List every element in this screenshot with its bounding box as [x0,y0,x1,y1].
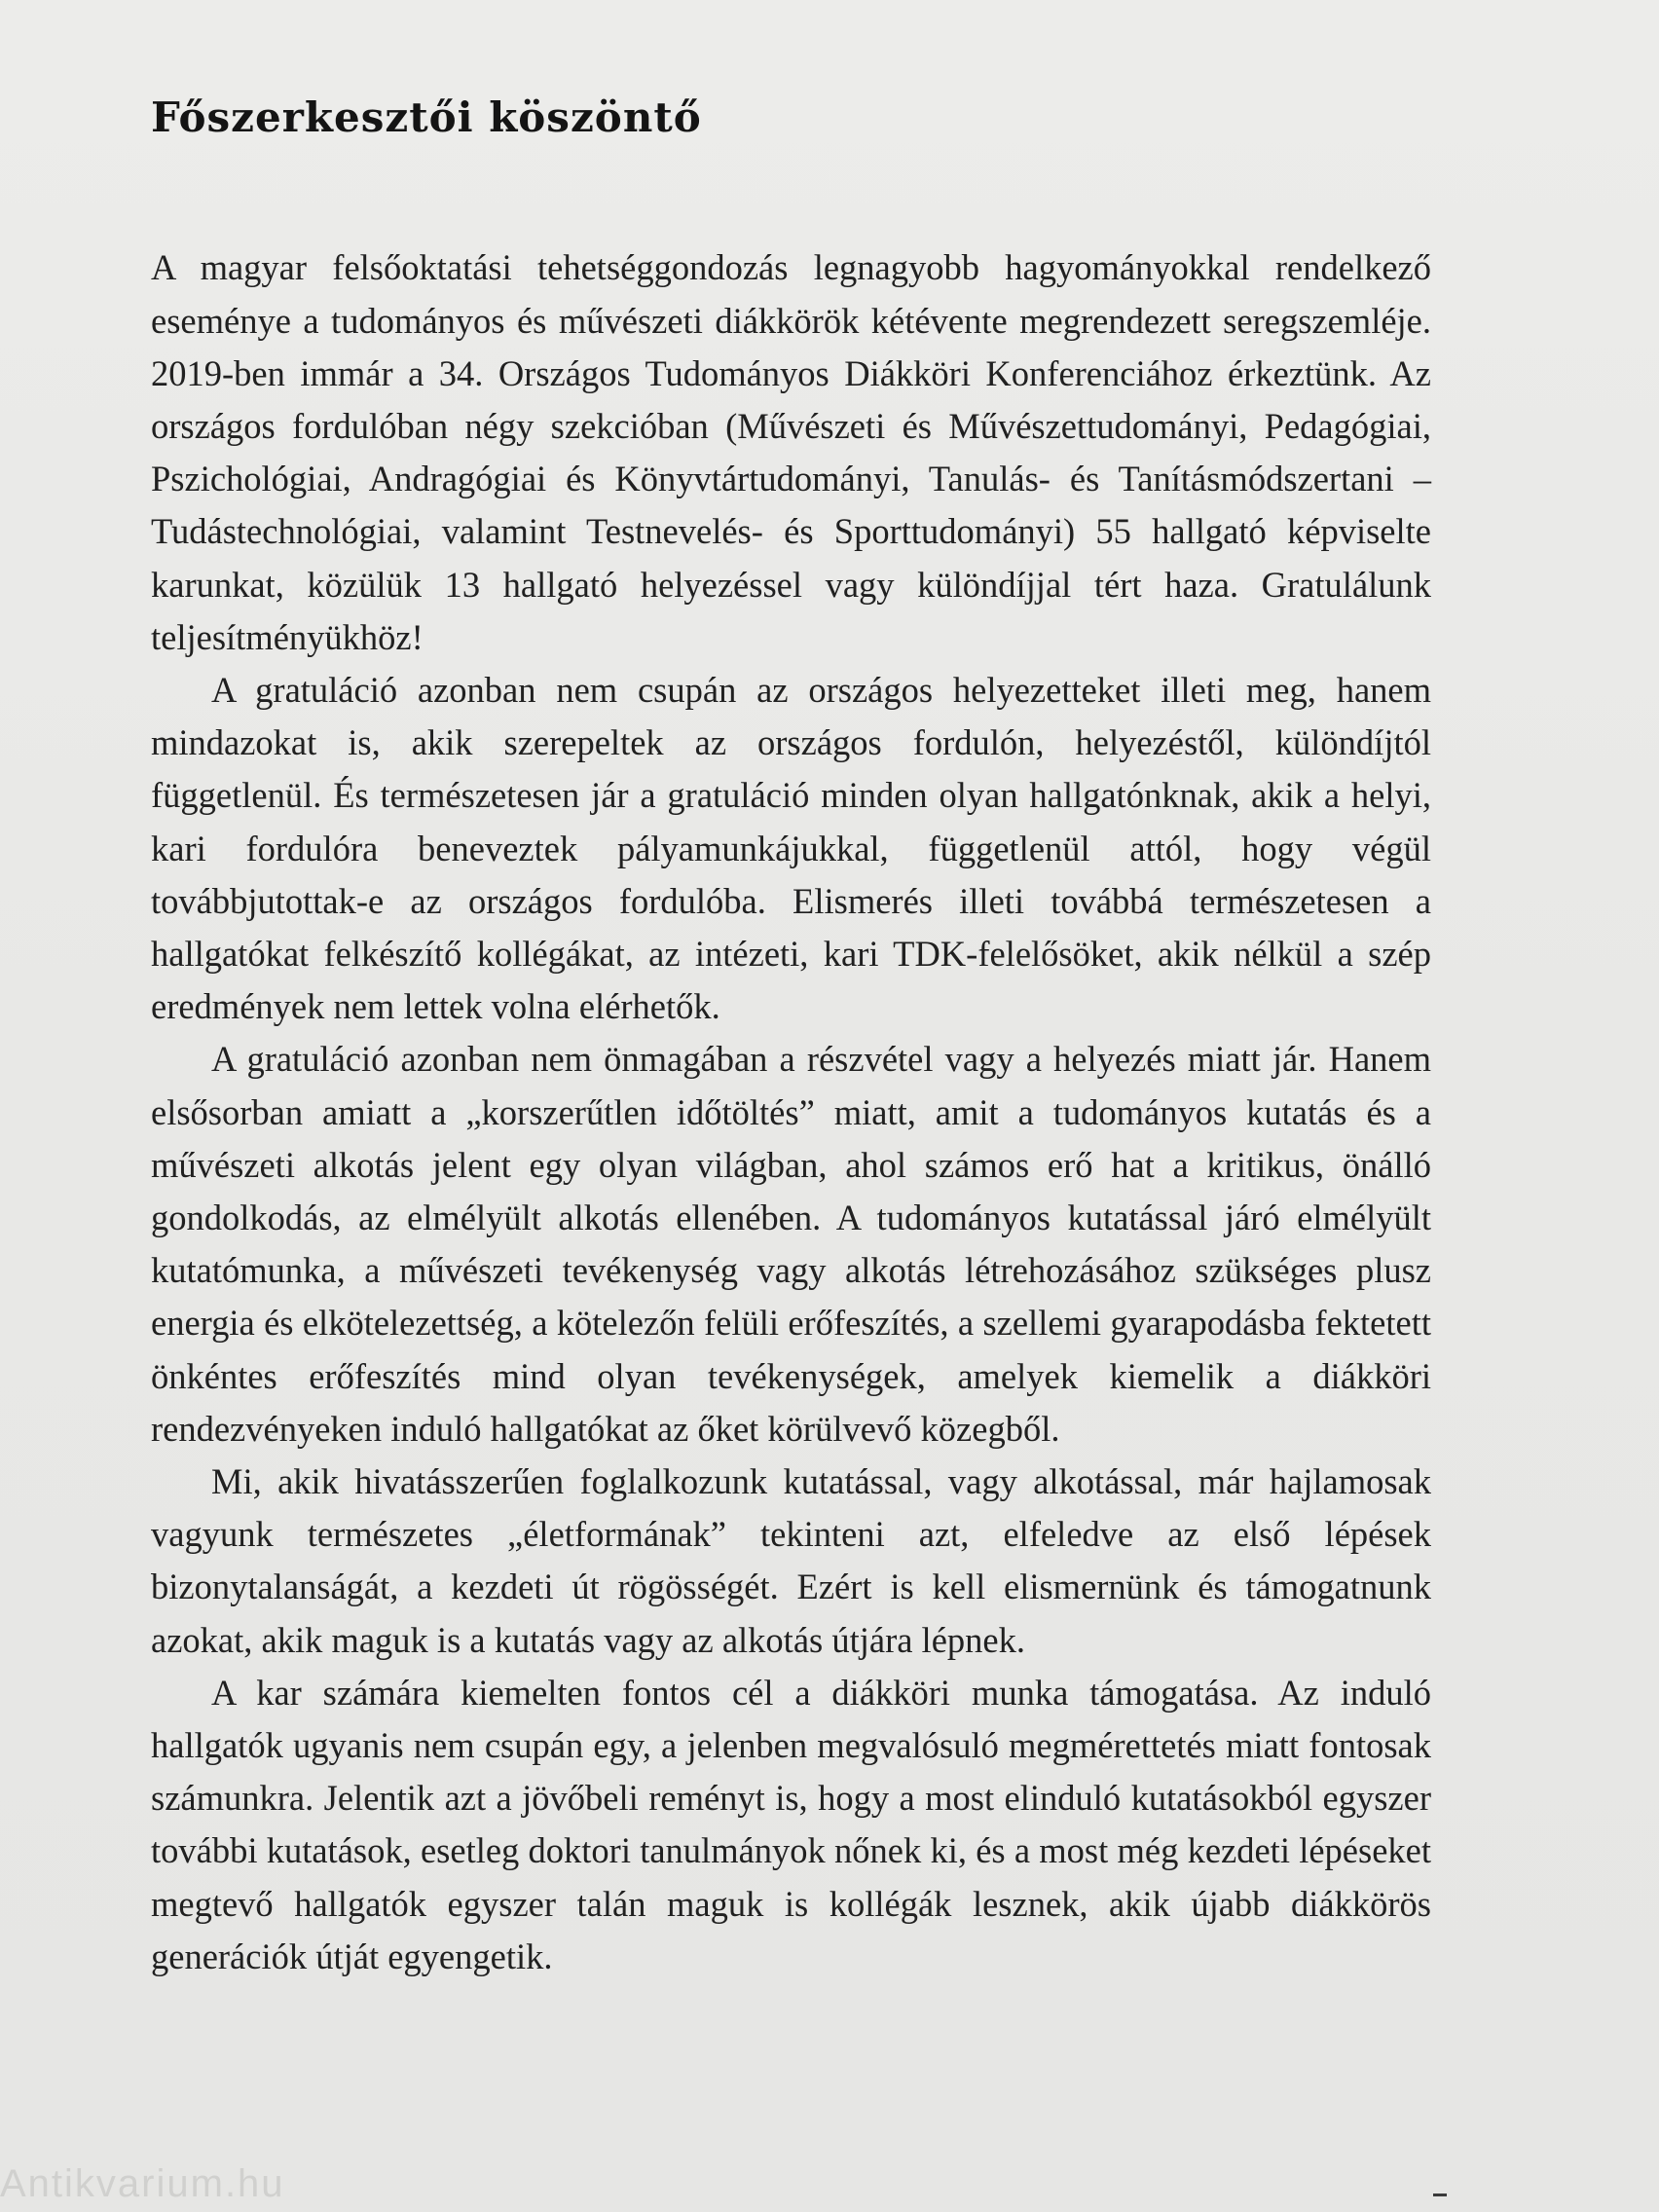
page-content [151,93,1431,1983]
paragraph-4: Mi, akik hivatásszerűen foglalkozunk kutatással, vagy alkotással, már hajlamosak vagyunk természetes „életformának” tekinteni azt, elfeledve az első lépések bizonytalanságát, a kezdeti út rögösségét. Ezért is kell elismernünk és támogatnunk azokat, akik maguk is a kutatás vagy az alkotás útjára lépnek. [151,1461,1431,1660]
paragraph-1: A magyar felsőoktatási tehetséggondozás legnagyobb hagyományokkal rendelkező eseménye a tudományos és művészeti diákkörök kétévente megrendezett seregszemléje. 2019-ben immár a 34. Országos Tudományos Diákköri Konferenciához érkeztünk. Az országos fordulóban négy szekcióban (Művészeti és Művészettudományi, Pedagógiai, Pszichológiai, Andragógiai és Könyvtártudományi, Tanulás- és Tanításmódszertani – Tudástechnológiai, valamint Testnevelés- és Sporttudományi) 55 hallgató képviselte karunkat, közülük 13 hallgató helyezéssel vagy különdíjjal tért haza. Gratulálunk teljesítményükhöz! [151,247,1431,657]
paragraph-2: A gratuláció azonban nem csupán az országos helyezetteket illeti meg, hanem mindazokat is, akik szerepeltek az országos fordulón, helyezéstől, különdíjtól függetlenül. És természetesen jár a gratuláció minden olyan hallgatónknak, akik a helyi, kari fordulóra beneveztek pályamunkájukkal, függetlenül attól, hogy végül továbbjutottak-e az országos fordulóba. Elismerés illeti továbbá természetesen a hallgatókat felkészítő kollégákat, az intézeti, kari TDK-felelősöket, akik nélkül a szép eredmények nem lettek volna elérhetők. [151,670,1431,1027]
page-number-mark [1433,2194,1447,2196]
paragraph-5: A kar számára kiemelten fontos cél a diákköri munka támogatása. Az induló hallgatók ugyanis nem csupán egy, a jelenben megvalósuló megmérettetés miatt fontosak számunkra. Jelentik azt a jövőbeli reményt is, hogy a most elinduló kutatásokból egyszer további kutatások, esetleg doktori tanulmányok nőnek ki, és a most még kezdeti lépéseket megtevő hallgatók egyszer talán maguk is kollégák lesznek, akik újabb diákkörös generációk útját egyengetik. [151,1672,1431,1976]
page-title: Főszerkesztői köszöntő [151,93,702,141]
body-text [151,241,1431,1983]
watermark: Antikvarium.hu [0,2162,285,2205]
paragraph-3: A gratuláció azonban nem önmagában a részvétel vagy a helyezés miatt jár. Hanem elsősorban amiatt a „korszerűtlen időtöltés” miatt, amit a tudományos kutatás és a művészeti alkotás jelent egy olyan világban, ahol számos erő hat a kritikus, önálló gondolkodás, az elmélyült alkotás ellenében. A tudományos kutatással járó elmélyült kutatómunka, a művészeti tevékenység vagy alkotás létrehozásához szükséges plusz energia és elkötelezettség, a kötelezőn felüli erőfeszítés, a szellemi gyarapodásba fektetett önkéntes erőfeszítés mind olyan tevékenységek, amelyek kiemelik a diákköri rendezvényeken induló hallgatókat az őket körülvevő közegből. [151,1039,1431,1449]
